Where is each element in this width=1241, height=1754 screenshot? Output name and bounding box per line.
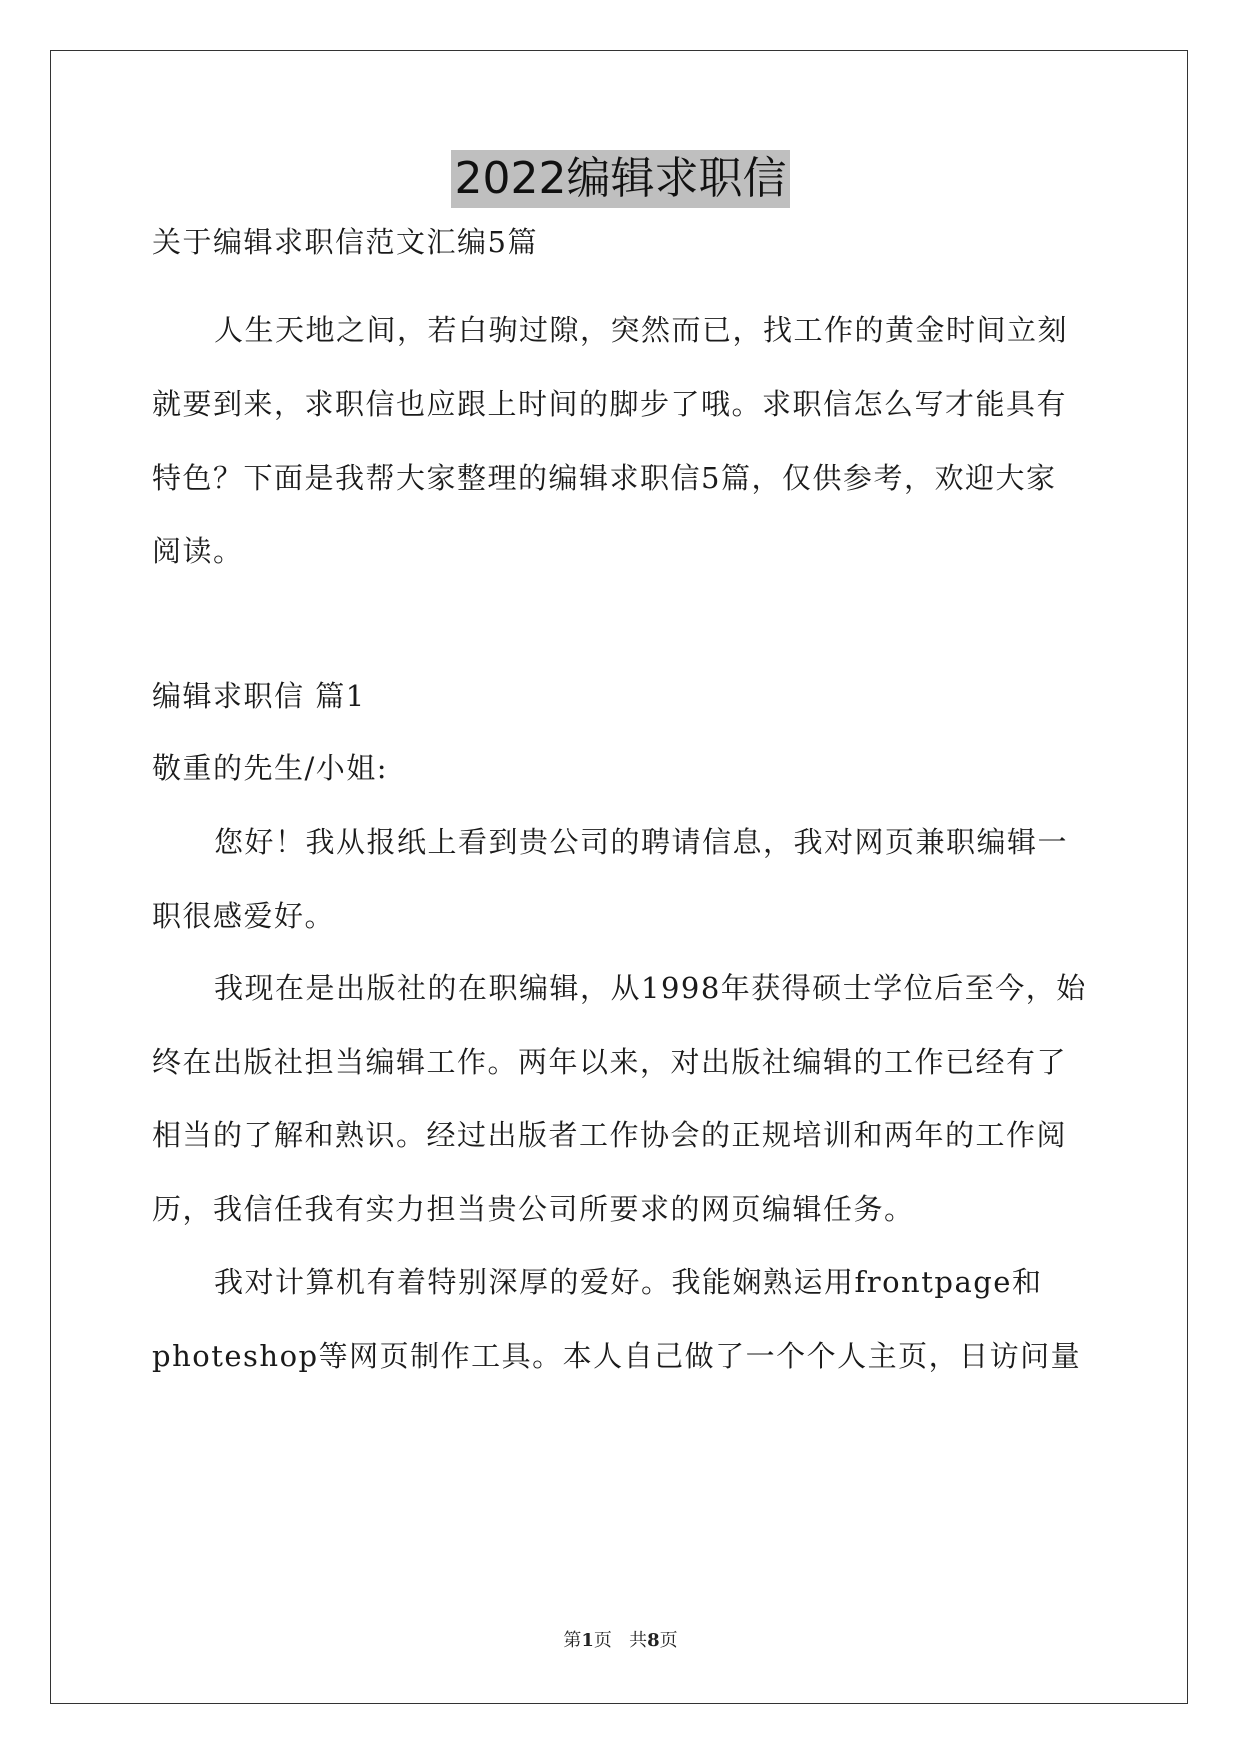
paragraph-line: 终在出版社担当编辑工作。两年以来，对出版社编辑的工作已经有了 [152,1045,1068,1079]
title-container [0,150,1241,208]
footer-prefix: 第 [563,1630,582,1651]
total-page-number: 8 [647,1630,660,1651]
paragraph-line: 我对计算机有着特别深厚的爱好。我能娴熟运用frontpage和 [214,1265,1043,1299]
paragraph-line: photeshop等网页制作工具。本人自己做了一个个人主页，日访问量 [152,1339,1082,1373]
footer-suffix: 页 [659,1630,678,1651]
paragraph-line: 职很感爱好。 [152,899,336,933]
intro-line: 特色？下面是我帮大家整理的编辑求职信5篇，仅供参考，欢迎大家 [152,461,1057,495]
intro-line: 人生天地之间，若白驹过隙，突然而已，找工作的黄金时间立刻 [214,313,1069,347]
intro-line: 阅读。 [152,534,244,568]
paragraph-line: 历，我信任我有实力担当贵公司所要求的网页编辑任务。 [152,1192,915,1226]
paragraph-line: 相当的了解和熟识。经过出版者工作协会的正规培训和两年的工作阅 [152,1118,1068,1152]
subtitle: 关于编辑求职信范文汇编5篇 [152,225,538,259]
paragraph-line: 您好！我从报纸上看到贵公司的聘请信息，我对网页兼职编辑一 [214,825,1069,859]
current-page-number: 1 [581,1630,594,1651]
intro-line: 就要到来，求职信也应跟上时间的脚步了哦。求职信怎么写才能具有 [152,387,1068,421]
paragraph-line: 我现在是出版社的在职编辑，从1998年获得硕士学位后至今，始 [214,971,1087,1005]
page-border [50,50,1188,1704]
document-title: 2022编辑求职信 [451,150,791,208]
footer-mid: 页 共 [593,1630,648,1651]
salutation: 敬重的先生/小姐: [152,751,389,785]
section-heading: 编辑求职信 篇1 [152,679,366,713]
page-footer [0,1626,1241,1652]
